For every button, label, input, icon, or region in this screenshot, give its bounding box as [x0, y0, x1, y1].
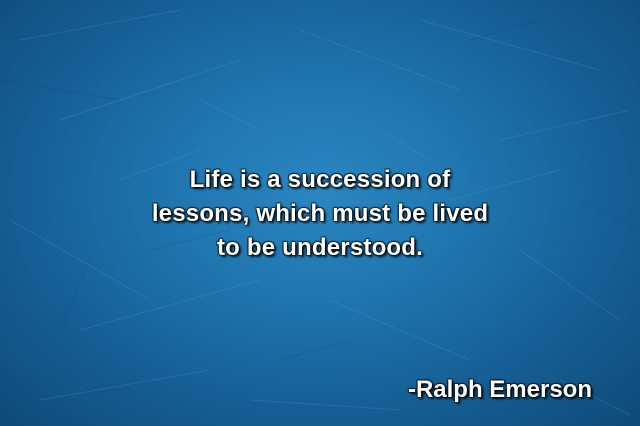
quote-line: to be understood. — [216, 234, 424, 261]
quote-author: -Ralph Emerson — [407, 376, 592, 403]
quote-line: Life is a succession of — [189, 166, 451, 193]
quote-text — [100, 163, 540, 265]
quote-line: lessons, which must be lived — [151, 200, 489, 227]
